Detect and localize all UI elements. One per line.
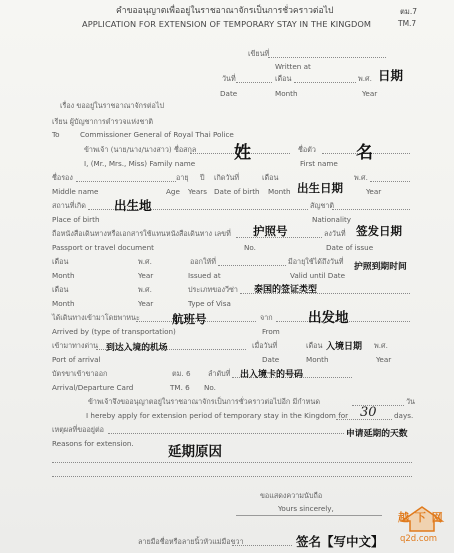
annotation-departure: 出发地 xyxy=(308,310,349,326)
annotation-passport-number: 护照号 xyxy=(253,224,288,238)
middle-name-label-english: Middle name xyxy=(52,187,99,196)
entry-month-label-thai: เดือน xyxy=(306,341,323,350)
dob-year-label-english: Year xyxy=(366,187,382,196)
middle-name-field[interactable] xyxy=(76,181,176,182)
issue-year-label-thai: พ.ศ. xyxy=(138,257,152,266)
to-thai: เรียน ผู้บัญชาการตำรวจแห่งชาติ xyxy=(52,117,154,126)
transport-label-thai: ได้เดินทางเข้ามาโดยพาหนะ xyxy=(52,313,140,322)
watermark-logo xyxy=(396,503,448,549)
port-label-english: Port of arrival xyxy=(52,355,101,364)
annotation-birth-date: 出生日期 xyxy=(297,181,343,195)
issued-at-label-english: Issued at xyxy=(188,271,221,280)
nationality-field[interactable] xyxy=(332,209,410,210)
signature-instruction-thai: ลายมือชื่อหรือลายนิ้วหัวแม่มือขวา xyxy=(138,537,244,546)
request-label-thai: ข้าพเจ้าจึงขออนุญาตอยู่ในราชอาณาจักรเป็นการชั่วคราวต่อไปอีก มีกำหนด xyxy=(88,397,321,406)
form-code-english: TM.7 xyxy=(398,19,417,28)
first-name-label-thai: ชื่อตัว xyxy=(298,145,316,154)
month-field[interactable] xyxy=(294,82,356,83)
birthplace-label-thai: สถานที่เกิด xyxy=(52,201,86,210)
signature-line[interactable] xyxy=(236,515,382,516)
dob-label-english: Date of birth xyxy=(214,187,260,196)
annotation-expiry: 护照到期时间 xyxy=(354,262,407,272)
written-at-label-thai: เขียนที่ xyxy=(248,49,270,58)
days-value[interactable]: 30 xyxy=(360,405,377,420)
annotation-given-name: 名 xyxy=(356,143,373,163)
age-label-english: Age xyxy=(166,187,180,196)
reason-field-line-3[interactable] xyxy=(52,476,412,477)
passport-no-label-english: No. xyxy=(244,243,256,252)
passport-label-thai: ถือหนังสือเดินทางหรือเอกสารใช้แทนหนังสือเดินทาง เลขที่ xyxy=(52,229,231,238)
nationality-label-thai: สัญชาติ xyxy=(310,201,335,210)
signature-field[interactable] xyxy=(232,545,292,546)
written-at-label-english: Written at xyxy=(275,62,311,71)
watermark-brand: 越 下 网 xyxy=(398,511,444,524)
entry-day-label-thai: เมื่อวันที่ xyxy=(252,341,278,350)
tm6-label-thai: ตม. 6 xyxy=(172,369,191,378)
annotation-surname: 姓 xyxy=(234,143,251,163)
dob-month-label-english: Month xyxy=(268,187,291,196)
card-number-label-thai: ลำดับที่ xyxy=(208,369,231,378)
visa-year-label-english: Year xyxy=(138,299,154,308)
visa-type-label-thai: ประเภทของวีซ่า xyxy=(188,285,238,294)
annotation-reason: 延期原因 xyxy=(168,444,222,460)
issue-date-label-thai: ลงวันที่ xyxy=(324,229,346,238)
first-name-label-english: First name xyxy=(300,159,338,168)
annotation-birth-place: 出生地 xyxy=(114,198,152,213)
year-unit-thai: ปี xyxy=(200,173,205,182)
issue-date-label-english: Date of issue xyxy=(326,243,374,252)
issue-year-label-english: Year xyxy=(138,271,154,280)
visa-month-label-english: Month xyxy=(52,299,75,308)
dob-label-thai: เกิดวันที่ xyxy=(214,173,240,182)
valid-until-label-thai: มีอายุใช้ได้ถึงวันที่ xyxy=(288,257,344,266)
annotation-flight-number: 航班号 xyxy=(172,312,207,326)
watermark-site: q2d.com xyxy=(400,534,438,544)
birthplace-label-english: Place of birth xyxy=(52,215,100,224)
form-code-thai: ตม.7 xyxy=(400,7,417,16)
days-unit-thai: วัน xyxy=(406,397,415,406)
dob-year-label-thai: พ.ศ. xyxy=(354,173,368,182)
request-label-english: I hereby apply for extension period of temporary stay in the Kingdom for xyxy=(86,411,349,420)
annotation-issue-date: 签发日期 xyxy=(356,224,402,238)
annotation-entry-port: 到达入境的机场 xyxy=(106,343,168,353)
passport-label-english: Passport or travel document xyxy=(52,243,154,252)
form-title-english: APPLICATION FOR EXTENSION OF TEMPORARY STAY IN THE KINGDOM xyxy=(82,19,372,29)
entry-year-label-thai: พ.ศ. xyxy=(374,341,388,350)
to-label-english: To xyxy=(52,130,60,139)
visa-type-label-english: Type of Visa xyxy=(188,299,231,308)
annotation-card-number: 出入境卡的号码 xyxy=(240,370,304,380)
reason-field-line-2[interactable] xyxy=(52,462,412,463)
applicant-name-label-thai: ข้าพเจ้า (นาย/นาง/นางสาว) ชื่อสกุล xyxy=(84,145,197,154)
entry-date-label-english: Date xyxy=(262,355,280,364)
form-title-thai: คำขออนุญาตเพื่ออยู่ในราชอาณาจักรเป็นการชั่วคราวต่อไป xyxy=(116,6,334,16)
to-addressee: Commissioner General of Royal Thai Police xyxy=(80,130,234,139)
port-label-thai: เข้ามาทางด่าน xyxy=(52,341,99,350)
entry-month-label-english: Month xyxy=(306,355,329,364)
month-label-english: Month xyxy=(275,89,298,98)
middle-name-label-thai: ชื่อรอง xyxy=(52,173,73,182)
entry-year-label-english: Year xyxy=(376,355,392,364)
issued-at-field[interactable] xyxy=(218,265,286,266)
day-field[interactable] xyxy=(236,82,272,83)
tm6-label-english: TM. 6 xyxy=(170,383,190,392)
dob-month-label-thai: เดือน xyxy=(262,173,279,182)
card-label-english: Arrival/Departure Card xyxy=(52,383,134,392)
age-label-thai: อายุ xyxy=(176,173,189,182)
nationality-label-english: Nationality xyxy=(312,215,352,224)
day-label-english: Date xyxy=(220,89,238,98)
days-unit-english: days. xyxy=(394,411,414,420)
sincerely-english: Yours sincerely, xyxy=(278,504,334,513)
card-number-label-english: No. xyxy=(204,383,216,392)
issue-month-label-english: Month xyxy=(52,271,75,280)
year-label-thai: พ.ศ. xyxy=(358,74,372,83)
issued-at-label-thai: ออกให้ที่ xyxy=(190,257,216,266)
visa-year-label-thai: พ.ศ. xyxy=(138,285,152,294)
reason-field-line-1[interactable] xyxy=(108,433,344,434)
from-label-thai: จาก xyxy=(260,313,273,322)
valid-until-label-english: Valid until Date xyxy=(290,271,345,280)
written-at-field[interactable] xyxy=(268,57,386,58)
from-label-english: From xyxy=(262,327,280,336)
transport-label-english: Arrived by (type of transportation) xyxy=(52,327,176,336)
annotation-entry-date: 入境日期 xyxy=(326,342,363,352)
annotation-days-requested: 申请延期的天数 xyxy=(346,429,408,439)
subject-thai: เรื่อง ขออยู่ในราชอาณาจักรต่อไป xyxy=(60,101,165,110)
year-label-english: Year xyxy=(362,89,378,98)
day-label-thai: วันที่ xyxy=(222,74,236,83)
reason-label-thai: เหตุผลที่ขออยู่ต่อ xyxy=(52,425,104,434)
dob-year-field[interactable] xyxy=(370,181,410,182)
annotation-signature: 签名【写中文】 xyxy=(296,534,384,549)
annotation-visa-type: 泰国的签证类型 xyxy=(254,285,318,295)
visa-month-label-thai: เดือน xyxy=(52,285,69,294)
card-label-thai: บัตรขาเข้าขาออก xyxy=(52,369,108,378)
years-label-english: Years xyxy=(188,187,207,196)
sincerely-thai: ขอแสดงความนับถือ xyxy=(260,491,323,500)
reason-label-english: Reasons for extension. xyxy=(52,439,134,448)
annotation-date: 日期 xyxy=(378,68,404,83)
issue-month-label-thai: เดือน xyxy=(52,257,69,266)
month-label-thai: เดือน xyxy=(275,74,292,83)
family-name-label-english: I, (Mr., Mrs., Miss) Family name xyxy=(84,159,196,168)
